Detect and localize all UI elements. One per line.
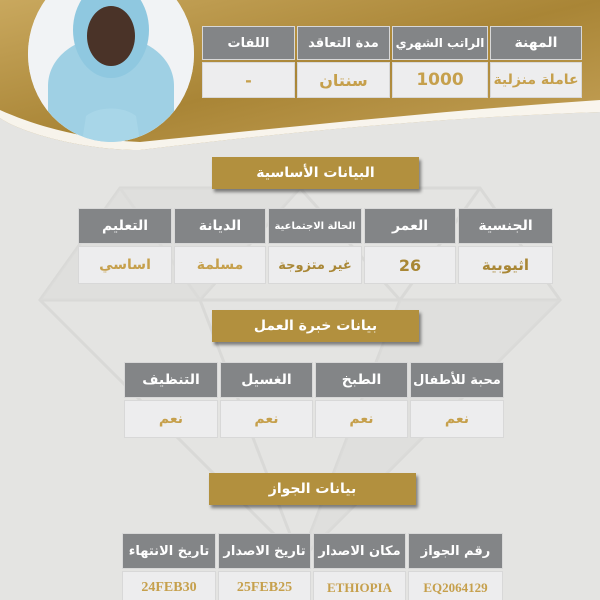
value-cooking: نعم [315,400,408,438]
value-nationality: اثيوبية [458,246,553,284]
header-monthly-salary: الراتب الشهري [392,26,488,60]
header-nationality: الجنسية [458,208,553,244]
value-issue-place: ETHIOPIA [313,571,406,600]
header-profession: المهنة [490,26,582,60]
header-age: العمر [364,208,456,244]
header-religion: الديانة [174,208,266,244]
header-issue-date: تاريخ الاصدار [218,533,311,569]
header-expiry-date: تاريخ الانتهاء [122,533,216,569]
section-title-passport: بيانات الجواز [209,473,416,505]
section-title-work-experience: بيانات خبرة العمل [212,310,419,342]
value-washing: نعم [220,400,313,438]
header-child-care: محبة للأطفال [410,362,504,398]
header-issue-place: مكان الاصدار [313,533,406,569]
section-title-basic-info: البيانات الأساسية [212,157,419,189]
value-issue-date: 25FEB25 [218,571,311,600]
header-laffat: اللفات [202,26,295,60]
header-education: التعليم [78,208,172,244]
header-contract-duration: مدة التعاقد [297,26,390,60]
header-marital-status: الحالة الاجتماعية [268,208,362,244]
header-cooking: الطبخ [315,362,408,398]
value-expiry-date: 24FEB30 [122,571,216,600]
value-contract-duration: سنتان [297,62,390,98]
value-marital-status: غير متزوجة [268,246,362,284]
value-passport-number: EQ2064129 [408,571,503,600]
value-profession: عاملة منزلية [490,62,582,98]
value-religion: مسلمة [174,246,266,284]
value-child-care: نعم [410,400,504,438]
header-washing: الغسيل [220,362,313,398]
value-monthly-salary: 1000 [392,62,488,98]
value-education: اساسي [78,246,172,284]
value-cleaning: نعم [124,400,218,438]
header-cleaning: التنظيف [124,362,218,398]
header-passport-number: رقم الجواز [408,533,503,569]
value-age: 26 [364,246,456,284]
value-laffat: - [202,62,295,98]
